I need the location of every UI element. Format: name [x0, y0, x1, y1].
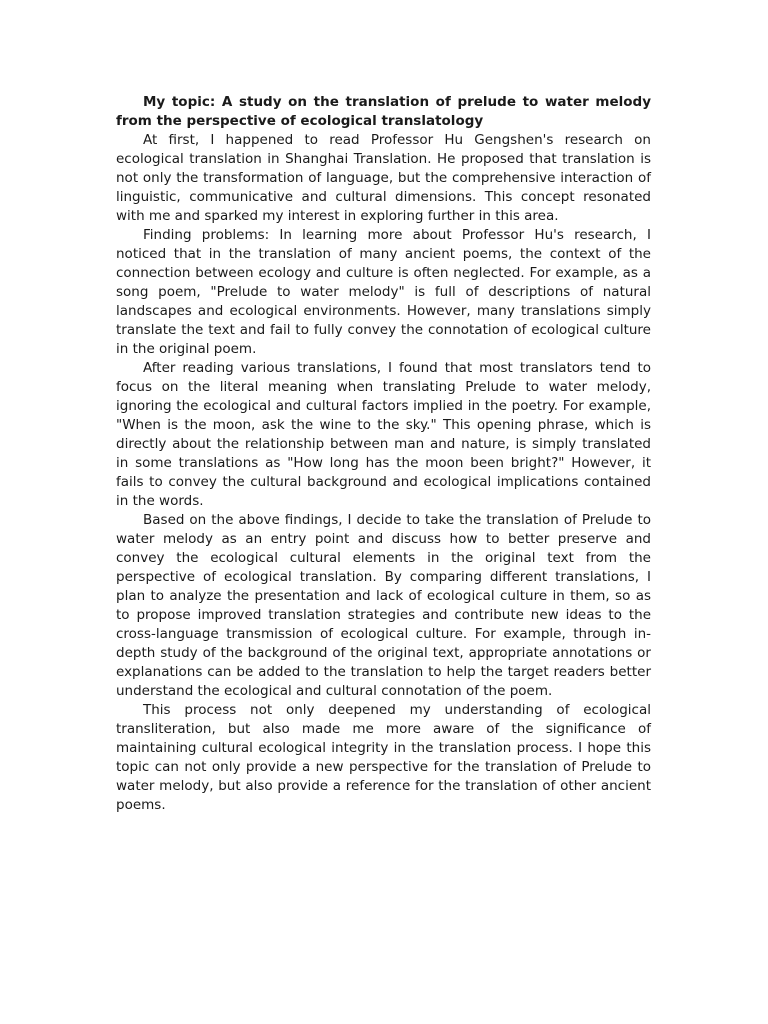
- paragraph-research-plan: Based on the above findings, I decide to take the translation of Prelude to water melody as an entry point and discuss how to better preserve and convey the ecological cultural elements in the original text from the perspective of ecological translation. By comparing different translations, I plan to analyze the presentation and lack of ecological culture in them, so as to propose improved translation strategies and contribute new ideas to the cross-language transmission of ecological culture. For example, through in-depth study of the background of the original text, appropriate annotations or explanations can be added to the translation to help the target readers better understand the ecological and cultural connotation of the poem.: [116, 512, 651, 699]
- paragraph-intro: At first, I happened to read Professor Hu Gengshen's research on ecological translation in Shanghai Translation. He proposed that translation is not only the transformation of language, but the comprehensive interaction of linguistic, communicative and cultural dimensions. This concept resonated with me and sparked my interest in exploring further in this area.: [116, 132, 651, 224]
- document-page: [116, 93, 651, 815]
- paragraph-translations-review: After reading various translations, I found that most translators tend to focus on the literal meaning when translating Prelude to water melody, ignoring the ecological and cultural factors implied in the poetry. For example, "When is the moon, ask the wine to the sky." This opening phrase, which is directly about the relationship between man and nature, is simply translated in some translations as "How long has the moon been bright?" However, it fails to convey the cultural background and ecological implications contained in the words.: [116, 360, 651, 509]
- document-title: My topic: A study on the translation of prelude to water melody from the perspective of ecological translatology: [116, 94, 651, 129]
- paragraph-conclusion: This process not only deepened my understanding of ecological transliteration, but also made me more aware of the significance of maintaining cultural ecological integrity in the translation process. I hope this topic can not only provide a new perspective for the translation of Prelude to water melody, but also provide a reference for the translation of other ancient poems.: [116, 702, 651, 813]
- paragraph-finding-problems: Finding problems: In learning more about Professor Hu's research, I noticed that in the translation of many ancient poems, the context of the connection between ecology and culture is often neglected. For example, as a song poem, "Prelude to water melody" is full of descriptions of natural landscapes and ecological environments. However, many translations simply translate the text and fail to fully convey the connotation of ecological culture in the original poem.: [116, 227, 651, 357]
